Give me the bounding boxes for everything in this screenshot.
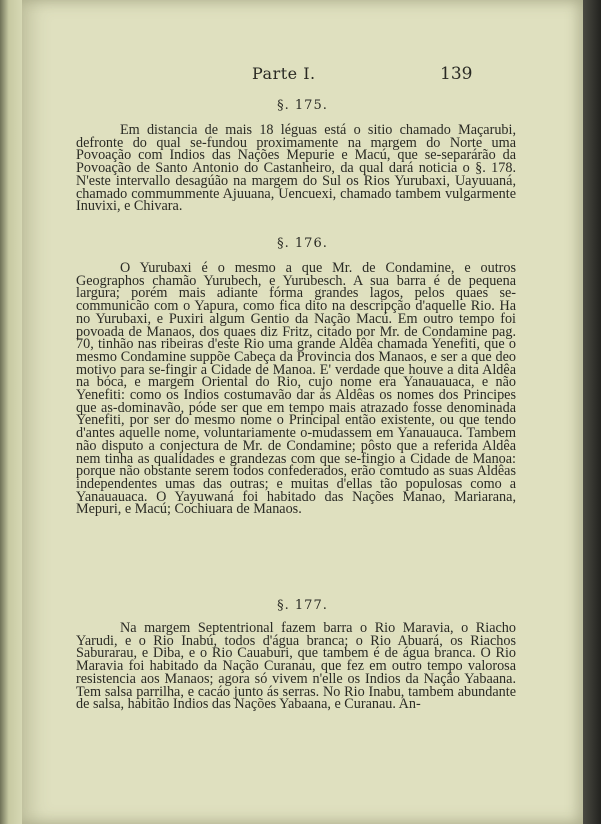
section-heading-176: §. 176. (277, 236, 328, 251)
paragraph-177 (76, 622, 516, 711)
page-edge-shadow (583, 0, 601, 824)
paragraph-177-text: Na margem Septentrional fazem barra o Rio Maravia, o Riacho Yarudi, e o Rio Inabú, todos d'água branca; o Rio Abuará, os Riachos Saburarau, e Diba, e o Rio Cauaburi, que tambem é de água branca. O Rio Maravia foi habitado da Nação Curanau, que fez em outro tempo valorosa resistencia aos Manaos; agora só vivem n'elle os Indios da Nação Yabaana. Tem salsa parrilha, e cacáo junto ás serras. No Rio Inabu, tambem abundante de salsa, habitão Indios das Nações Yabaana, e Curanau. An- (76, 620, 516, 713)
paragraph-175-text: Em distancia de mais 18 léguas está o sitio chamado Maçarubi, defronte do qual se-fundou proximamente na margem do Norte uma Povoação com Indios das Nações Mepurie e Macú, que se-separárão da Povoação de Santo Antonio do Castanheiro, da qual dará noticia o §. 178. N'este intervallo desagúão na margem do Sul os Rios Yurubaxi, Uayuuaná, chamado commummente Ajuuana, Uencuexi, chamado tambem vulgarmente Inuvixi, e Chivara. (76, 122, 516, 215)
running-title: Parte I. (252, 64, 316, 83)
book-page (22, 0, 583, 824)
section-heading-175: §. 175. (277, 98, 328, 113)
book-gutter (0, 0, 22, 824)
section-heading-177: §. 177. (277, 598, 328, 613)
paragraph-175 (76, 124, 516, 213)
page-number: 139 (440, 64, 473, 84)
paragraph-176-text: O Yurubaxi é o mesmo a que Mr. de Condamine, e outros Geographos chamão Yurubech, e Yurubesch. A sua barra é de pequena largura; porém mais adiante fórma grandes lagos, pelos quaes se-communicão com o Yapura, como fica dito na descripção d'aquelle Rio. Ha no Yurubaxi, e Puxiri algum Gentio da Nação Macú. Em outro tempo foi povoada de Manaos, dos quaes diz Fritz, citado por Mr. de Condamine pag. 70, tinhão nas ribeiras d'este Rio uma grande Aldêa chamada Yenefiti, que o mesmo Condamine suppõe Cabeça da Provincia dos Manaos, e ser a que deo motivo para se-fingir a Cidade de Manoa. E' verdade que houve a dita Aldêa na bóca, e margem Oriental do Rio, cujo nome era Yanauauaca, e não Yenefiti: como os Indios costumavão dar ás Aldêas os nomes dos Principes que as-dominavão, póde ser que em tempo mais atrazado fosse denominada Yenefiti, por ser do mesmo nome o Principal então existente, ou que tendo d'antes aquelle nome, voluntariamente o-mudassem em Yanauauca. Tambem não disputo a conjectura de Mr. de Condamine; pôsto que a referida Aldêa nem tinha as qualidades e grandezas com que se-fingio a Cidade de Manoa: porque não obstante serem todos confederados, erão comtudo as suas Aldêas independentes umas das outras; e muitas d'ellas tão populosas como a Yanauauaca. O Yayuwaná foi habitado das Nações Manao, Mariarana, Mepuri, e Macú; Cochiuara de Manaos. (76, 260, 516, 518)
paragraph-176 (76, 262, 516, 516)
